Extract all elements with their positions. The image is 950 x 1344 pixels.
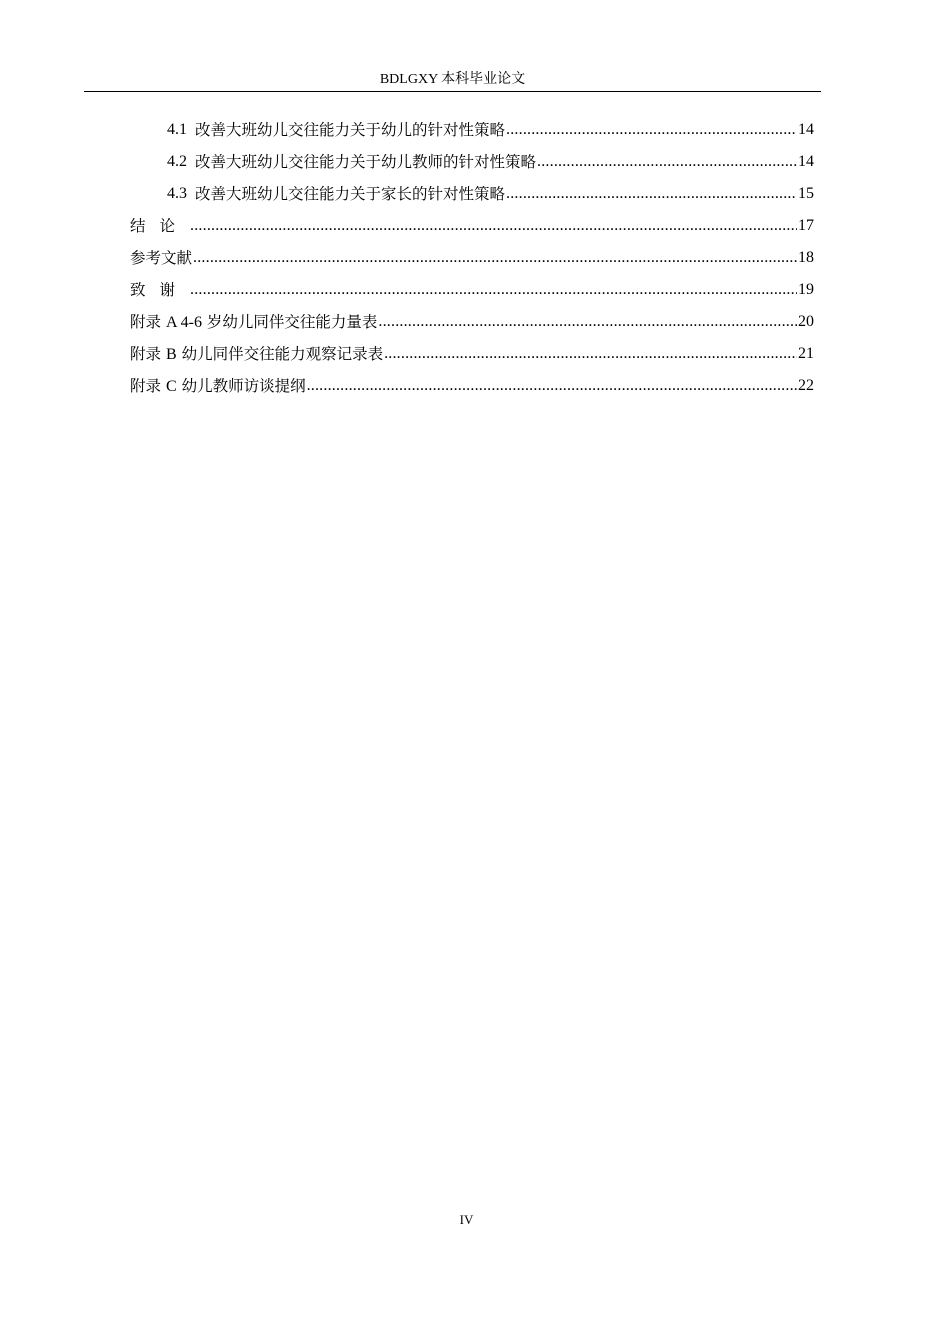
toc-dot-leader — [190, 280, 797, 300]
toc-entry-title — [130, 312, 377, 333]
toc-entry-page: 20 — [798, 313, 814, 330]
appendix-prefix: 附录 — [130, 376, 162, 395]
toc-entry-page: 21 — [798, 345, 814, 362]
toc-entry-number: 4.3 — [167, 185, 187, 202]
appendix-prefix: 附录 — [130, 344, 162, 363]
toc-entry-number: 4.1 — [167, 121, 187, 138]
toc-entry-title — [130, 344, 383, 365]
toc-entry-title: 结论 — [130, 217, 190, 235]
toc-entry-title: 改善大班幼儿交往能力关于幼儿教师的针对性策略 — [195, 153, 537, 171]
page-header: BDLGXY 本科毕业论文 — [379, 72, 526, 87]
toc-entry-4-2[interactable] — [167, 146, 814, 178]
toc-entry-appendix-b[interactable] — [130, 338, 814, 370]
toc-dot-leader — [537, 152, 797, 172]
toc-entry-title: 参考文献 — [130, 249, 193, 267]
toc-dot-leader — [190, 216, 797, 236]
toc-entry-title: 致谢 — [130, 281, 190, 299]
toc-dot-leader — [307, 376, 797, 396]
toc-entry-title: 改善大班幼儿交往能力关于幼儿的针对性策略 — [195, 121, 506, 139]
toc-entry-title: 改善大班幼儿交往能力关于家长的针对性策略 — [195, 185, 506, 203]
header-rule — [84, 91, 821, 92]
appendix-label: B — [165, 345, 177, 363]
toc-entry-appendix-c[interactable] — [130, 370, 814, 402]
appendix-title: 幼儿教师访谈提纲 — [181, 376, 306, 395]
toc-entry-title — [130, 376, 306, 397]
toc-entry-page: 14 — [798, 153, 814, 170]
toc-dot-leader — [506, 184, 797, 204]
toc-entry-page: 15 — [798, 185, 814, 202]
toc-entry-4-3[interactable] — [167, 178, 814, 210]
appendix-label: C — [165, 377, 177, 395]
toc-entry-page: 18 — [798, 249, 814, 266]
toc-entry-page: 19 — [798, 281, 814, 298]
toc-entry-page: 22 — [798, 377, 814, 394]
appendix-label: A 4-6 — [165, 313, 202, 331]
toc-entry-page: 17 — [798, 217, 814, 234]
appendix-prefix: 附录 — [130, 312, 162, 331]
toc-dot-leader — [193, 248, 797, 268]
toc-dot-leader — [506, 120, 797, 140]
toc-entry-references[interactable] — [130, 242, 814, 274]
toc-entry-number: 4.2 — [167, 153, 187, 170]
toc-dot-leader — [378, 312, 797, 332]
toc-entry-4-1[interactable] — [167, 114, 814, 146]
toc-entry-conclusion[interactable] — [130, 210, 814, 242]
toc-dot-leader — [384, 344, 797, 364]
appendix-title: 岁幼儿同伴交往能力量表 — [206, 312, 378, 331]
toc-entry-acknowledgements[interactable] — [130, 274, 814, 306]
appendix-title: 幼儿同伴交往能力观察记录表 — [181, 344, 384, 363]
toc-entry-appendix-a[interactable] — [130, 306, 814, 338]
toc-entry-page: 14 — [798, 121, 814, 138]
page-number: IV — [459, 1212, 474, 1227]
